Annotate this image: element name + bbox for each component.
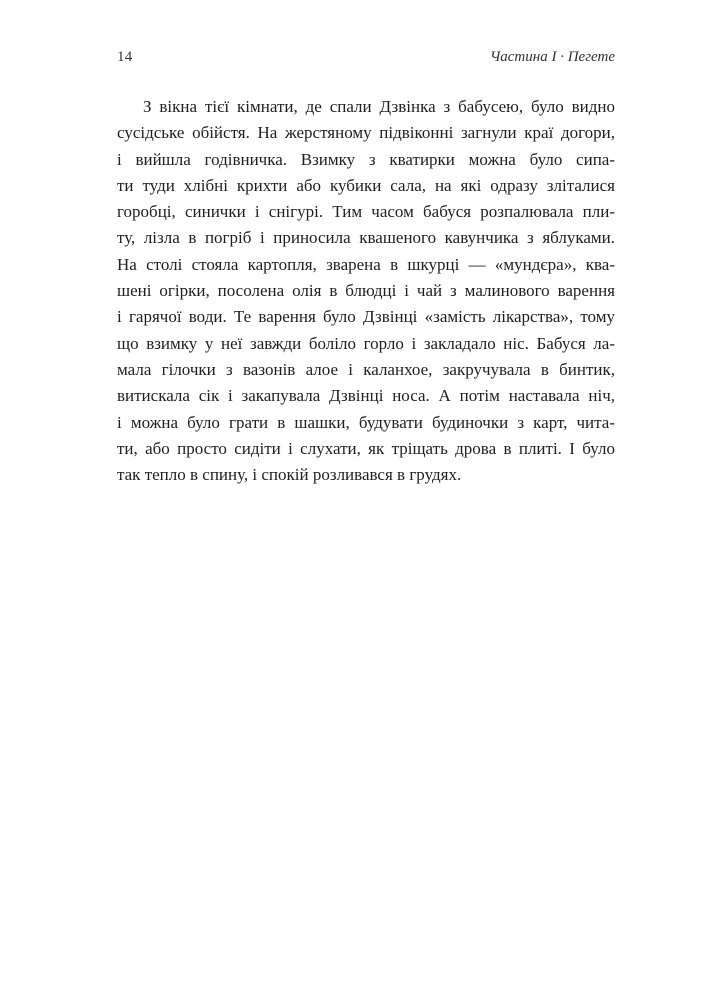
text-line: так тепло в спину, і спокій розливався в грудях. — [117, 465, 462, 485]
text-line: сусідське обійстя. На жерстяному підвіконні загнули краї догори, — [117, 123, 615, 143]
text-line: і гарячої води. Те варення було Дзвінці «замість лікарства», тому — [117, 307, 615, 327]
text-line: шені огірки, посолена олія в блюдці і чай з малинового варення — [117, 281, 615, 301]
page-number: 14 — [117, 49, 133, 65]
text-line: ту, лізла в погріб і приносила квашеного кавунчика з яблуками. — [117, 228, 615, 248]
text-line: горобці, синички і снігурі. Тим часом бабуся розпалювала пли- — [117, 202, 615, 222]
text-line: і можна було грати в шашки, будувати будиночки з карт, чита- — [117, 412, 615, 432]
text-line: що взимку у неї завжди боліло горло і закладало ніс. Бабуся ла- — [117, 333, 615, 353]
text-line: З вікна тієї кімнати, де спали Дзвінка з бабусею, було видно — [143, 97, 615, 116]
section-title: Частина І · Пегете — [489, 49, 615, 65]
text-line: витискала сік і закапувала Дзвінці носа. А потім наставала ніч, — [117, 386, 615, 406]
text-line: ти туди хлібні крихти або кубики сала, на які одразу зліталися — [117, 175, 615, 195]
text-line: ти, або просто сидіти і слухати, як тріщать дрова в плиті. І було — [117, 438, 615, 458]
text-line: На столі стояла картопля, зварена в шкурці — «мундєра», ква- — [117, 254, 615, 274]
running-header — [117, 49, 615, 71]
text-line: мала гілочки з вазонів алое і каланхое, закручувала в бинтик, — [117, 359, 615, 379]
text-line: і вийшла годівничка. Взимку з кватирки можна було сипа- — [117, 149, 615, 169]
body-paragraph — [117, 94, 615, 488]
